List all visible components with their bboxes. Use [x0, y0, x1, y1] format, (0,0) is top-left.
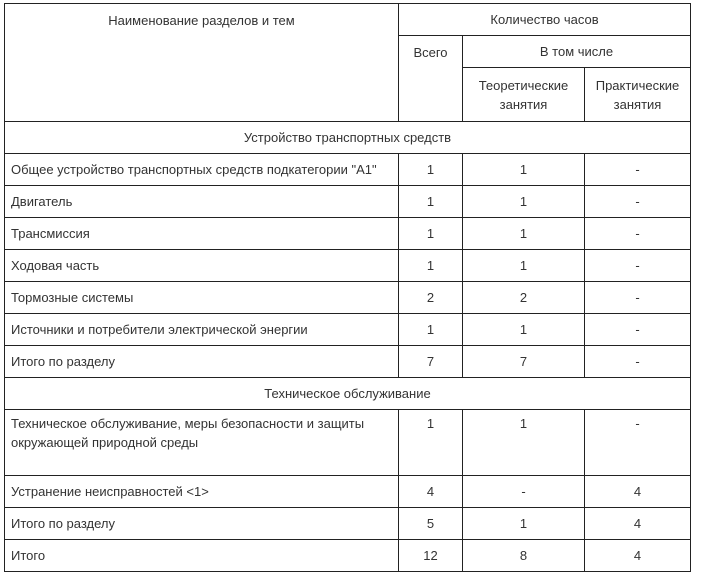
table-row [5, 410, 691, 476]
row-total: 1 [399, 154, 463, 186]
row-theory: 1 [463, 508, 585, 540]
row-theory: 1 [463, 410, 585, 476]
table-row [5, 476, 691, 508]
row-name: Ходовая часть [5, 250, 399, 282]
header-hours: Количество часов [399, 4, 691, 36]
section-title: Устройство транспортных средств [5, 122, 691, 154]
grand-total-row [5, 540, 691, 572]
row-name: Тормозные системы [5, 282, 399, 314]
table-row [5, 186, 691, 218]
row-practice: - [585, 250, 691, 282]
row-theory: 1 [463, 314, 585, 346]
row-theory: 1 [463, 218, 585, 250]
table-row [5, 154, 691, 186]
row-total: 1 [399, 314, 463, 346]
row-name: Итого по разделу [5, 508, 399, 540]
row-practice: - [585, 410, 691, 476]
row-name: Двигатель [5, 186, 399, 218]
row-total: 4 [399, 476, 463, 508]
table-row [5, 282, 691, 314]
row-theory: 1 [463, 250, 585, 282]
row-theory: 8 [463, 540, 585, 572]
row-theory: - [463, 476, 585, 508]
row-theory: 1 [463, 186, 585, 218]
row-total: 2 [399, 282, 463, 314]
header-practice: Практические занятия [585, 68, 691, 122]
row-practice: 4 [585, 540, 691, 572]
header-including: В том числе [463, 36, 691, 68]
row-name: Итого по разделу [5, 346, 399, 378]
row-practice: - [585, 314, 691, 346]
row-practice: - [585, 346, 691, 378]
row-total: 5 [399, 508, 463, 540]
table-row [5, 250, 691, 282]
row-name: Устранение неисправностей <1> [5, 476, 399, 508]
row-practice: - [585, 218, 691, 250]
row-theory: 2 [463, 282, 585, 314]
row-name: Трансмиссия [5, 218, 399, 250]
row-name: Общее устройство транспортных средств подкатегории "A1" [5, 154, 399, 186]
table-row [5, 508, 691, 540]
row-theory: 1 [463, 154, 585, 186]
row-name: Итого [5, 540, 399, 572]
row-total: 1 [399, 218, 463, 250]
header-total: Всего [399, 36, 463, 122]
row-name: Техническое обслуживание, меры безопасности и защиты окружающей природной среды [5, 410, 399, 476]
row-practice: - [585, 282, 691, 314]
header-theory: Теоретические занятия [463, 68, 585, 122]
row-total: 7 [399, 346, 463, 378]
row-practice: - [585, 154, 691, 186]
table-row [5, 314, 691, 346]
row-practice: 4 [585, 476, 691, 508]
row-theory: 7 [463, 346, 585, 378]
row-practice: 4 [585, 508, 691, 540]
hours-table [4, 3, 691, 572]
row-total: 1 [399, 250, 463, 282]
table-row [5, 218, 691, 250]
header-name-col: Наименование разделов и тем [5, 4, 399, 122]
row-total: 1 [399, 410, 463, 476]
section-title: Техническое обслуживание [5, 378, 691, 410]
row-practice: - [585, 186, 691, 218]
row-total: 1 [399, 186, 463, 218]
row-total: 12 [399, 540, 463, 572]
row-name: Источники и потребители электрической энергии [5, 314, 399, 346]
table-row [5, 346, 691, 378]
